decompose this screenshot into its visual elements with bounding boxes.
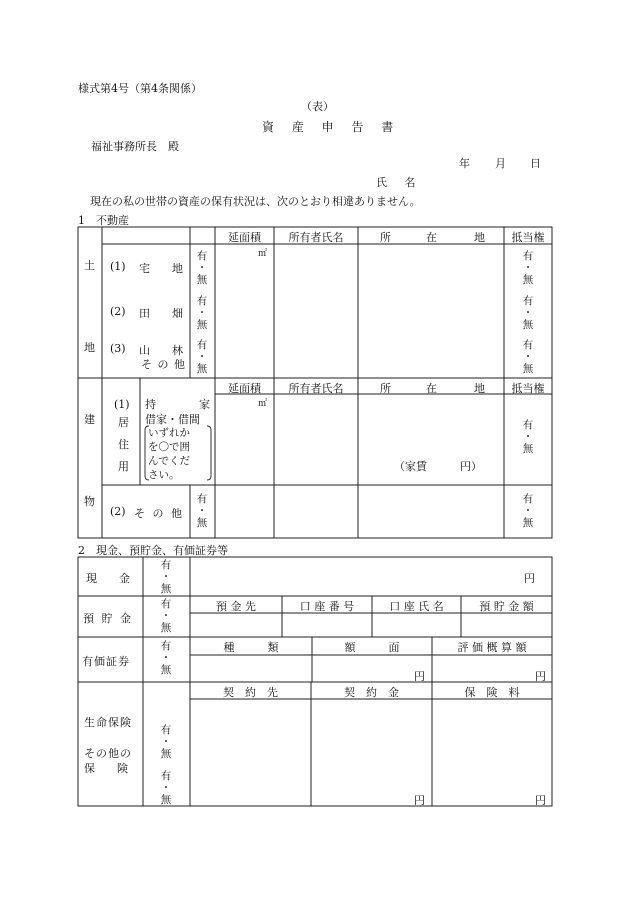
land-row-name: 地 bbox=[172, 262, 183, 275]
land-row-other: そ の 他 bbox=[141, 358, 186, 371]
presence-toggle[interactable]: 有 ・ 無 bbox=[160, 770, 172, 806]
section1-heading: 1 不動産 bbox=[78, 214, 129, 227]
col-area: 延面積 bbox=[228, 231, 261, 244]
own-house-1[interactable]: 持 bbox=[145, 398, 156, 411]
land-row-no: (3) bbox=[110, 342, 126, 355]
col-location-3: 地 bbox=[474, 382, 485, 395]
yen-unit: 円 bbox=[414, 794, 425, 807]
date-day-label: 日 bbox=[530, 157, 541, 170]
presence-toggle[interactable]: 有 ・ 無 bbox=[196, 493, 208, 529]
date-year-label: 年 bbox=[459, 157, 470, 170]
securities-label: 有価証券 bbox=[82, 655, 130, 668]
land-row-name: 宅 bbox=[139, 262, 150, 275]
presence-toggle[interactable]: 有 ・ 無 bbox=[160, 640, 172, 676]
residential-char: 用 bbox=[118, 460, 129, 473]
col-location-2: 在 bbox=[426, 231, 437, 244]
presence-toggle[interactable]: 有 ・ 無 bbox=[196, 339, 208, 375]
rented-house[interactable]: 借家・借間 bbox=[145, 413, 200, 426]
insurance-label-3: 保 険 bbox=[84, 762, 128, 775]
col-mortgage: 抵当権 bbox=[511, 382, 545, 395]
insurance-label-1: 生命保険 bbox=[84, 716, 132, 729]
col-account-no: 口 座 番 号 bbox=[299, 600, 355, 613]
presence-toggle[interactable]: 有 ・ 無 bbox=[160, 559, 172, 595]
presence-toggle[interactable]: 有 ・ 無 bbox=[196, 250, 208, 286]
date-month-label: 月 bbox=[495, 157, 506, 170]
yen-unit: 円 bbox=[524, 572, 535, 585]
land-row-no: (1) bbox=[110, 260, 126, 273]
col-type: 種 類 bbox=[223, 641, 279, 654]
residential-char: 居 bbox=[118, 416, 129, 429]
col-owner: 所有者氏名 bbox=[288, 231, 344, 244]
selection-note: いずれか を〇で囲 んでくだ さい。 bbox=[148, 427, 190, 481]
presence-toggle[interactable]: 有 ・ 無 bbox=[196, 295, 208, 331]
col-bank: 預 金 先 bbox=[216, 600, 256, 613]
sqm-unit: ㎡ bbox=[258, 249, 268, 259]
land-row-name: 田 bbox=[139, 307, 150, 320]
land-row-name: 山 bbox=[139, 344, 150, 357]
col-face-value: 額 面 bbox=[344, 641, 400, 654]
col-location-1: 所 bbox=[380, 231, 391, 244]
col-estimated-value: 評 価 概 算 額 bbox=[457, 641, 527, 654]
building-label-top: 建 bbox=[84, 413, 95, 426]
building-label-bottom: 物 bbox=[84, 495, 95, 508]
mortgage-toggle[interactable]: 有 ・ 無 bbox=[522, 250, 534, 286]
building-other-no: (2) bbox=[110, 505, 126, 518]
form-number: 様式第4号（第4条関係） bbox=[78, 82, 202, 95]
land-row-name: 林 bbox=[172, 344, 183, 357]
presence-toggle[interactable]: 有 ・ 無 bbox=[160, 724, 172, 760]
sqm-unit: ㎡ bbox=[258, 399, 268, 409]
own-house-2[interactable]: 家 bbox=[199, 398, 210, 411]
mortgage-toggle[interactable]: 有 ・ 無 bbox=[522, 295, 534, 331]
yen-unit: 円 bbox=[414, 670, 425, 683]
col-mortgage: 抵当権 bbox=[511, 231, 545, 244]
mortgage-toggle[interactable]: 有 ・ 無 bbox=[522, 419, 534, 455]
deposit-label: 預 貯 金 bbox=[83, 612, 133, 625]
col-owner: 所有者氏名 bbox=[288, 382, 344, 395]
insurance-label-2: その他の bbox=[84, 747, 132, 760]
cash-label: 現 金 bbox=[86, 572, 130, 585]
yen-unit: 円 bbox=[535, 670, 546, 683]
declaration-statement: 現在の私の世帯の資産の保有状況は、次のとおり相違ありません。 bbox=[90, 195, 421, 208]
land-label-top: 土 bbox=[84, 259, 95, 272]
col-location-3: 地 bbox=[474, 231, 485, 244]
col-location-2: 在 bbox=[426, 382, 437, 395]
col-area: 延面積 bbox=[228, 382, 261, 395]
mortgage-toggle[interactable]: 有 ・ 無 bbox=[522, 339, 534, 375]
mortgage-toggle[interactable]: 有 ・ 無 bbox=[522, 493, 534, 529]
form-side: （表） bbox=[301, 100, 334, 113]
land-label-bottom: 地 bbox=[84, 341, 95, 354]
residential-char: 住 bbox=[118, 438, 129, 451]
yen-unit: 円 bbox=[535, 794, 546, 807]
addressee: 福祉事務所長 殿 bbox=[91, 140, 179, 153]
col-premium: 保 険 料 bbox=[464, 686, 520, 699]
residential-no: (1) bbox=[114, 398, 130, 411]
building-other-label: そ の 他 bbox=[134, 507, 184, 520]
page-title: 資 産 申 告 書 bbox=[262, 120, 397, 134]
land-row-name: 畑 bbox=[172, 307, 183, 320]
col-deposit-amount: 預 貯 金 額 bbox=[479, 600, 534, 613]
section2-heading: 2 現金、預貯金、有価証券等 bbox=[78, 544, 228, 557]
col-contract-amount: 契 約 金 bbox=[344, 686, 399, 699]
presence-toggle[interactable]: 有 ・ 無 bbox=[160, 598, 172, 634]
name-label: 氏 名 bbox=[376, 176, 420, 189]
col-insurer: 契 約 先 bbox=[223, 686, 278, 699]
col-location-1: 所 bbox=[380, 382, 391, 395]
land-row-no: (2) bbox=[110, 305, 126, 318]
rent-amount-label: （家賃 円） bbox=[394, 460, 482, 473]
col-account-name: 口 座 氏 名 bbox=[389, 600, 444, 613]
